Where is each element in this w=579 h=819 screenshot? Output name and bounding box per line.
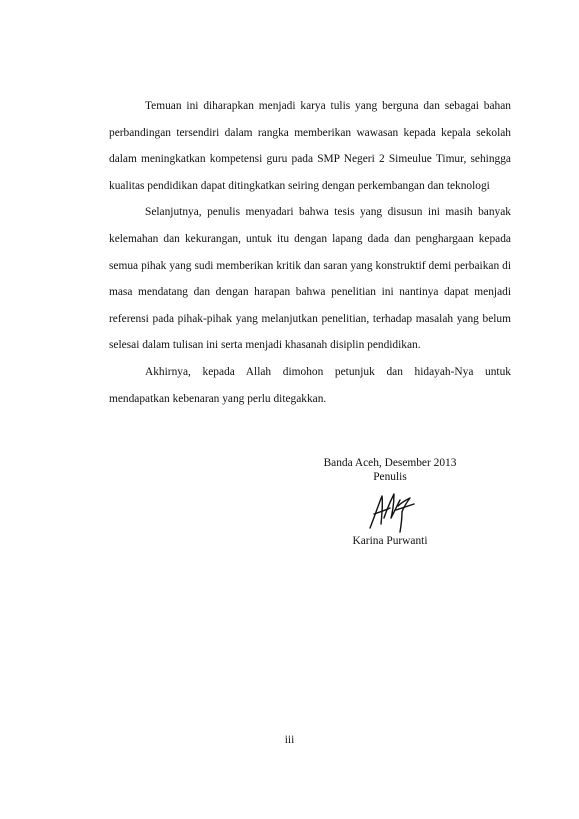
signature-block	[300, 456, 480, 548]
handwritten-signature-icon	[360, 488, 420, 534]
signature-place-date: Banda Aceh, Desember 2013	[323, 457, 457, 469]
paragraph-closing: Akhirnya, kepada Allah dimohon petunjuk dan hidayah-Nya untuk mendapatkan kebenaran yang perlu ditegakkan.	[109, 365, 511, 405]
document-body	[109, 93, 511, 412]
paragraph-findings: Temuan ini diharapkan menjadi karya tulis yang berguna dan sebagai bahan perbandingan tersendiri dalam rangka memberikan wawasan kepada kepala sekolah dalam meningkatkan kompetensi guru pada SMP Negeri 2 Simeulue Timur, sehingga kualitas pendidikan dapat ditingkatkan seiring dengan perkembangan dan teknologi	[109, 100, 511, 192]
signature-name: Karina Purwanti	[352, 535, 428, 547]
paragraph-acknowledgement: Selanjutnya, penulis menyadari bahwa tesis yang disusun ini masih banyak kelemahan dan kekurangan, untuk itu dengan lapang dada dan penghargaan kepada semua pihak yang sudi memberikan kritik dan saran yang konstruktif demi perbaikan di masa mendatang dan dengan harapan bahwa penelitian ini nantinya dapat menjadi referensi pada pihak-pihak yang melanjutkan penelitian, terhadap masalah yang belum selesai dalam tulisan ini serta menjadi khasanah disiplin pendidikan.	[109, 206, 511, 352]
page-number: iii	[284, 734, 295, 746]
signature-role: Penulis	[373, 471, 407, 483]
